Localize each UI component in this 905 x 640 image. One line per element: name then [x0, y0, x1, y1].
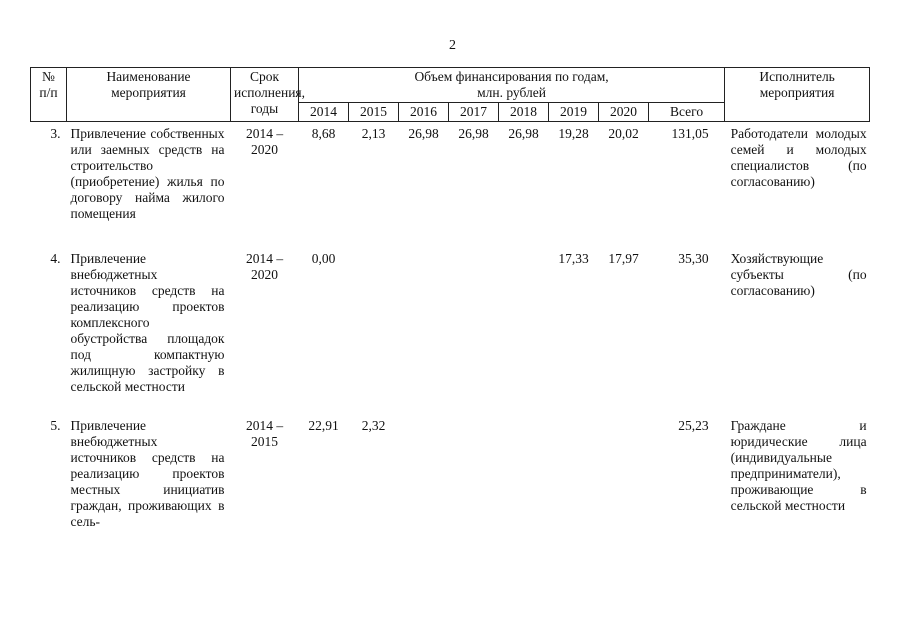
value-2017: 26,98: [458, 126, 489, 141]
value-total: 131,05: [671, 126, 709, 141]
header-year-2015: 2015: [349, 103, 399, 122]
executor: Работодатели молодых семей и молодых специалистов (по согласованию): [730, 126, 867, 189]
value-2018: [499, 418, 549, 531]
header-year-2019: 2019: [549, 103, 599, 122]
header-executor: Исполнитель мероприятия: [725, 68, 870, 122]
value-2019: [549, 418, 599, 531]
value-2014: 8,68: [311, 126, 336, 141]
value-2015: 2,32: [361, 418, 386, 433]
header-num: № п/п: [31, 68, 67, 122]
header-year-2017: 2017: [449, 103, 499, 122]
table-header: [31, 68, 870, 122]
row-number: 4.: [50, 251, 61, 266]
header-term: Срок исполнения, годы: [231, 68, 299, 122]
value-2018: 26,98: [508, 126, 539, 141]
activity-name: Привлечение внебюджетных источников средств на реализацию проектов местных инициатив граждан, проживающих в сель-: [70, 418, 225, 529]
value-2015: [349, 247, 399, 418]
activity-name: Привлечение собственных или заемных средств на строительство (приобретение) жилья по договору найма жилого помещения: [70, 126, 225, 221]
table-row: [31, 247, 870, 418]
value-2018: [499, 247, 549, 418]
header-year-2018: 2018: [499, 103, 549, 122]
value-2014: 0,00: [311, 251, 336, 266]
header-year-2016: 2016: [399, 103, 449, 122]
table-row: [31, 122, 870, 248]
value-2016: [399, 418, 449, 531]
value-2017: [449, 247, 499, 418]
header-total: Всего: [649, 103, 725, 122]
execution-term: 2014 – 2020: [245, 126, 284, 157]
value-2020: 20,02: [608, 126, 639, 141]
value-2019: 17,33: [558, 251, 589, 266]
executor: Хозяйствующие субъекты (по согласованию): [730, 251, 867, 298]
page-number: 2: [449, 38, 456, 53]
value-2014: 22,91: [308, 418, 339, 433]
value-2016: [399, 247, 449, 418]
executor: Граждане и юридические лица (индивидуальные предприниматели), проживающие в сельской местности: [730, 418, 867, 513]
value-total: 25,23: [678, 418, 709, 433]
header-funding: Объем финансирования по годам, млн. рублей: [299, 68, 725, 103]
activity-name: Привлечение внебюджетных источников средств на реализацию проектов комплексного обустройства площадок под компактную жилищную застройку в сельской местности: [70, 251, 225, 394]
row-number: 3.: [50, 126, 61, 141]
financing-table: [30, 67, 870, 531]
value-2020: 17,97: [608, 251, 639, 266]
execution-term: 2014 – 2015: [245, 418, 284, 449]
row-number: 5.: [50, 418, 61, 433]
value-total: 35,30: [678, 251, 709, 266]
value-2017: [449, 418, 499, 531]
value-2019: 19,28: [558, 126, 589, 141]
table-row: [31, 418, 870, 531]
header-year-2020: 2020: [599, 103, 649, 122]
execution-term: 2014 – 2020: [245, 251, 284, 282]
value-2015: 2,13: [361, 126, 386, 141]
header-year-2014: 2014: [299, 103, 349, 122]
value-2020: [599, 418, 649, 531]
header-name: Наименование мероприятия: [67, 68, 231, 122]
value-2016: 26,98: [408, 126, 439, 141]
